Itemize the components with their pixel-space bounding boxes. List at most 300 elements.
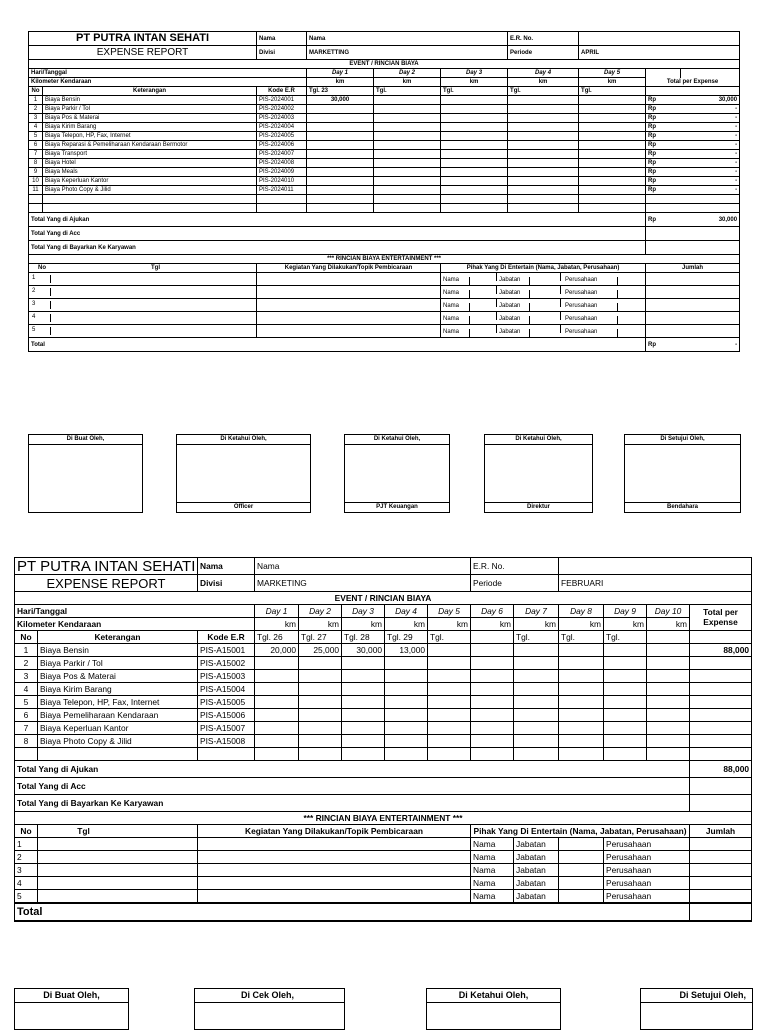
nama-label: Nama <box>257 32 307 46</box>
item-day-cell <box>374 177 441 186</box>
day-4: Day 4 <box>508 69 579 78</box>
day-2: Day 2 <box>374 69 441 78</box>
item-day-value <box>299 657 342 670</box>
divisi-value: MARKETING <box>255 575 471 592</box>
item-day-cell <box>441 159 508 168</box>
sign-box-ketahui-direktur <box>484 434 593 513</box>
expense-report-2 <box>14 557 751 922</box>
day-4: Day 4 <box>385 605 428 618</box>
item-keterangan: Biaya Keperluan Kantor <box>43 177 257 186</box>
sign-head: Di Setujui Oleh, <box>625 435 740 445</box>
item-kode: PIS-2024009 <box>257 168 307 177</box>
tgl-9: Tgl. <box>604 631 647 644</box>
item-day-cell <box>441 186 508 195</box>
item-day-value <box>255 722 299 735</box>
item-no: 4 <box>29 123 43 132</box>
km-1: km <box>307 78 374 87</box>
ent-no-tgl-cell <box>29 286 257 299</box>
item-total: - <box>681 168 740 177</box>
item-no: 5 <box>15 696 38 709</box>
item-no: 10 <box>29 177 43 186</box>
item-day-value <box>559 722 604 735</box>
total-ajukan-rp: Rp <box>646 213 681 227</box>
sign-head: Di Buat Oleh, <box>29 435 142 445</box>
day-5: Day 5 <box>428 605 471 618</box>
item-day-value <box>342 722 385 735</box>
ent-no: 4 <box>15 877 38 890</box>
item-total: - <box>681 150 740 159</box>
item-kode: PIS-2024001 <box>257 96 307 105</box>
ent-pihak-cell <box>441 312 646 325</box>
item-keterangan: Biaya Pos & Materai <box>43 114 257 123</box>
tgl-2: Tgl. 27 <box>299 631 342 644</box>
item-day-cell <box>374 141 441 150</box>
ent-jabatan-value <box>559 890 604 904</box>
company-name: PT PUTRA INTAN SEHATI <box>29 32 257 46</box>
item-day-cell <box>441 105 508 114</box>
item-day-cell <box>579 177 646 186</box>
total-ajukan-value: 88,000 <box>690 761 752 778</box>
sign2-head: Di Ketahui Oleh, <box>427 989 560 1003</box>
item-day-cell <box>508 123 579 132</box>
table-row <box>29 114 740 123</box>
item-no: 7 <box>29 150 43 159</box>
item-day-value <box>471 709 514 722</box>
ent-row <box>15 890 752 904</box>
day-7: Day 7 <box>514 605 559 618</box>
total-ajukan-label: Total Yang di Ajukan <box>29 213 646 227</box>
item-day-value <box>299 696 342 709</box>
item-day-value: 20,000 <box>255 644 299 657</box>
item-day-value <box>428 683 471 696</box>
item-day-value <box>647 709 690 722</box>
ent-pihak-cell <box>441 273 646 286</box>
er-label: E.R. No. <box>471 558 514 575</box>
ent-perusahaan: Perusahaan <box>561 329 618 337</box>
expense-report-1 <box>28 31 739 352</box>
ent-row <box>15 864 752 877</box>
item-rp: Rp <box>646 141 681 150</box>
item-keterangan: Biaya Reparasi & Pemeliharaan Kendaraan Bermotor <box>43 141 257 150</box>
table-row <box>29 123 740 132</box>
item-day-value <box>342 709 385 722</box>
km-8: km <box>559 618 604 631</box>
day-6: Day 6 <box>471 605 514 618</box>
item-day-cell <box>579 123 646 132</box>
table-row <box>15 683 752 696</box>
table-row <box>29 150 740 159</box>
event-title: EVENT / RINCIAN BIAYA <box>29 60 740 69</box>
table-row <box>15 735 752 748</box>
day-8: Day 8 <box>559 605 604 618</box>
ent-col-jumlah: Jumlah <box>690 825 752 838</box>
ent-tgl-cell <box>38 864 198 877</box>
ent-col-tgl: Tgl <box>38 825 198 838</box>
ent-tgl-cell <box>38 838 198 851</box>
periode-label: Periode <box>471 575 514 592</box>
km-2: km <box>374 78 441 87</box>
km-2: km <box>299 618 342 631</box>
sign-head: Di Ketahui Oleh, <box>485 435 592 445</box>
item-no: 4 <box>15 683 38 696</box>
item-day-cell <box>374 186 441 195</box>
item-day-value <box>559 735 604 748</box>
item-day-cell <box>579 96 646 105</box>
sign-foot: PJT Keuangan <box>345 502 449 512</box>
hari-label: Hari/Tanggal <box>29 69 307 78</box>
item-day-cell <box>508 132 579 141</box>
item-day-cell <box>374 96 441 105</box>
item-kode: PIS-2024007 <box>257 150 307 159</box>
ent-perusahaan: Perusahaan <box>604 864 690 877</box>
ent-jabatan: Jabatan <box>514 864 559 877</box>
item-keterangan: Biaya Photo Copy & Jilid <box>38 735 198 748</box>
item-day-cell <box>374 114 441 123</box>
ent-pihak-cell <box>441 286 646 299</box>
item-day-value <box>604 644 647 657</box>
ent-pihak-cell <box>441 299 646 312</box>
item-total <box>690 670 752 683</box>
item-day-value <box>255 735 299 748</box>
item-day-cell <box>508 177 579 186</box>
ent-kegiatan-cell <box>198 851 471 864</box>
item-rp: Rp <box>646 114 681 123</box>
item-day-cell <box>508 186 579 195</box>
item-day-cell <box>508 141 579 150</box>
item-day-value <box>385 735 428 748</box>
km-9: km <box>604 618 647 631</box>
nama-value: Nama <box>255 558 471 575</box>
item-keterangan: Biaya Parkir / Tol <box>38 657 198 670</box>
item-day-value <box>428 722 471 735</box>
total-bayar-label: Total Yang di Bayarkan Ke Karyawan <box>29 241 646 255</box>
ent-jabatan: Jabatan <box>514 838 559 851</box>
item-day-cell <box>441 177 508 186</box>
ent-kegiatan-cell <box>257 299 441 312</box>
ent-nama: Nama <box>471 877 514 890</box>
item-keterangan: Biaya Kirim Barang <box>38 683 198 696</box>
item-rp: Rp <box>646 159 681 168</box>
item-total: - <box>681 105 740 114</box>
ent-jumlah-cell <box>690 838 752 851</box>
item-total <box>690 657 752 670</box>
ent-nama: Nama <box>441 329 470 337</box>
sign2-head: Di Setujui Oleh, <box>641 989 752 1003</box>
item-total: - <box>681 159 740 168</box>
sign-box-setujui-bendahara <box>624 434 741 513</box>
ent-row <box>29 299 740 312</box>
ent-col-pihak: Pihak Yang Di Entertain (Nama, Jabatan, Perusahaan) <box>441 264 646 273</box>
item-day-value <box>255 657 299 670</box>
tgl-2: Tgl. <box>374 87 441 96</box>
item-day-value <box>385 696 428 709</box>
item-day1-value <box>307 105 374 114</box>
ent-perusahaan: Perusahaan <box>561 316 618 324</box>
ent-no: 2 <box>15 851 38 864</box>
item-day-value: 30,000 <box>342 644 385 657</box>
ent-jabatan: Jabatan <box>497 316 530 324</box>
item-day-cell <box>508 159 579 168</box>
item-kode: PIS-2024008 <box>257 159 307 168</box>
item-day-value <box>604 670 647 683</box>
ent-perusahaan: Perusahaan <box>561 277 618 285</box>
item-day-value: 25,000 <box>299 644 342 657</box>
item-day-value <box>255 696 299 709</box>
col-kode: Kode E.R <box>257 87 307 96</box>
ent-perusahaan: Perusahaan <box>561 303 618 311</box>
item-rp: Rp <box>646 168 681 177</box>
item-day-value <box>514 696 559 709</box>
item-day-value <box>604 696 647 709</box>
km-4: km <box>508 78 579 87</box>
item-rp: Rp <box>646 150 681 159</box>
item-day-cell <box>508 114 579 123</box>
ent-jumlah-cell <box>646 325 740 338</box>
table-row <box>29 186 740 195</box>
item-day-value <box>604 735 647 748</box>
item-day-value <box>604 657 647 670</box>
ent-jabatan: Jabatan <box>514 877 559 890</box>
total-acc-label: Total Yang di Acc <box>29 227 646 241</box>
ent-nama: Nama <box>441 316 470 324</box>
item-no: 6 <box>29 141 43 150</box>
ent-jabatan-value <box>559 838 604 851</box>
ent-jabatan-value <box>559 851 604 864</box>
ent-kegiatan-cell <box>257 273 441 286</box>
item-day-value <box>471 644 514 657</box>
ent-col-no: No <box>15 825 38 838</box>
report1-table <box>28 31 740 352</box>
item-kode: PIS-2024010 <box>257 177 307 186</box>
item-day-cell <box>374 150 441 159</box>
ent-total-rp: Rp <box>646 338 681 352</box>
ent-no-tgl-cell <box>29 325 257 338</box>
ent-no: 3 <box>15 864 38 877</box>
item-day-cell <box>508 105 579 114</box>
item-day1-value: 30,000 <box>307 96 374 105</box>
ent-col-kegiatan: Kegiatan Yang Dilakukan/Topik Pembicaraan <box>198 825 471 838</box>
ent-col-pihak: Pihak Yang Di Entertain (Nama, Jabatan, Perusahaan) <box>471 825 690 838</box>
ent-nama: Nama <box>471 838 514 851</box>
ent-no: 2 <box>29 288 51 296</box>
item-day1-value <box>307 132 374 141</box>
item-day-value <box>342 657 385 670</box>
ent-kegiatan-cell <box>257 312 441 325</box>
total-bayar-label: Total Yang di Bayarkan Ke Karyawan <box>15 795 690 812</box>
item-no: 8 <box>15 735 38 748</box>
item-day-value <box>428 657 471 670</box>
col-no: No <box>29 87 43 96</box>
er-value <box>559 558 752 575</box>
item-keterangan: Biaya Bensin <box>38 644 198 657</box>
item-total: - <box>681 132 740 141</box>
item-day-cell <box>579 105 646 114</box>
item-total: 30,000 <box>681 96 740 105</box>
item-day-cell <box>374 168 441 177</box>
item-no: 2 <box>15 657 38 670</box>
item-day-cell <box>579 150 646 159</box>
ent-col-no: No <box>38 265 46 271</box>
item-day-cell <box>374 105 441 114</box>
ent-kegiatan-cell <box>198 890 471 904</box>
day-5: Day 5 <box>579 69 646 78</box>
day-1: Day 1 <box>307 69 374 78</box>
er-value <box>579 32 740 46</box>
item-day-value <box>471 722 514 735</box>
item-day-value <box>299 670 342 683</box>
item-day-value <box>647 722 690 735</box>
item-day-value <box>559 683 604 696</box>
item-kode: PIS-2024003 <box>257 114 307 123</box>
day-3: Day 3 <box>441 69 508 78</box>
ent-nama: Nama <box>471 890 514 904</box>
tgl-7: Tgl. <box>514 631 559 644</box>
item-keterangan: Biaya Hotel <box>43 159 257 168</box>
item-day1-value <box>307 114 374 123</box>
km-3: km <box>342 618 385 631</box>
sign-box-ketahui-pjt <box>344 434 450 513</box>
item-rp: Rp <box>646 105 681 114</box>
ent-pihak-cell <box>441 325 646 338</box>
ent-jumlah-cell <box>690 851 752 864</box>
day-1: Day 1 <box>255 605 299 618</box>
ent-row <box>15 851 752 864</box>
sign-head: Di Ketahui Oleh, <box>345 435 449 445</box>
item-day-value <box>559 657 604 670</box>
item-day-cell <box>374 123 441 132</box>
item-rp: Rp <box>646 96 681 105</box>
col-no: No <box>15 631 38 644</box>
item-day1-value <box>307 123 374 132</box>
km-label: Kilometer Kendaraan <box>29 78 307 87</box>
day-10: Day 10 <box>647 605 690 618</box>
item-day-value <box>342 735 385 748</box>
item-no: 9 <box>29 168 43 177</box>
total-per-expense-header: Total per Expense <box>646 78 740 87</box>
ent-jabatan: Jabatan <box>514 890 559 904</box>
item-day-cell <box>579 168 646 177</box>
table-row <box>15 696 752 709</box>
ent-jabatan: Jabatan <box>497 277 530 285</box>
ent-total-value: - <box>681 338 740 352</box>
tgl-6 <box>471 631 514 644</box>
table-row <box>29 159 740 168</box>
item-day-value <box>471 696 514 709</box>
item-keterangan: Biaya Keperluan Kantor <box>38 722 198 735</box>
day-2: Day 2 <box>299 605 342 618</box>
ent-perusahaan: Perusahaan <box>604 877 690 890</box>
item-no: 1 <box>15 644 38 657</box>
periode-label: Periode <box>508 46 579 60</box>
item-no: 6 <box>15 709 38 722</box>
item-day-value <box>428 670 471 683</box>
item-keterangan: Biaya Photo Copy & Jilid <box>43 186 257 195</box>
item-total <box>690 683 752 696</box>
ent-perusahaan: Perusahaan <box>604 851 690 864</box>
km-3: km <box>441 78 508 87</box>
item-day-value <box>514 735 559 748</box>
item-day-value <box>604 709 647 722</box>
item-keterangan: Biaya Transport <box>43 150 257 159</box>
item-day-cell <box>441 132 508 141</box>
item-day-value <box>342 670 385 683</box>
ent-jumlah-cell <box>690 877 752 890</box>
item-day-value <box>647 683 690 696</box>
ent-jabatan: Jabatan <box>497 329 530 337</box>
ent-perusahaan: Perusahaan <box>561 290 618 298</box>
sign-foot: Direktur <box>485 502 592 512</box>
table-row <box>15 709 752 722</box>
table-row <box>15 722 752 735</box>
day-3: Day 3 <box>342 605 385 618</box>
item-day-value <box>428 709 471 722</box>
item-day-value <box>647 696 690 709</box>
item-kode: PIS-A15001 <box>198 644 255 657</box>
nama-label: Nama <box>198 558 255 575</box>
tgl-5: Tgl. <box>428 631 471 644</box>
item-no: 8 <box>29 159 43 168</box>
table-row <box>15 644 752 657</box>
divisi-label: Divisi <box>198 575 255 592</box>
item-total: - <box>681 186 740 195</box>
item-keterangan: Biaya Meals <box>43 168 257 177</box>
ent-row <box>29 273 740 286</box>
item-day-value <box>514 722 559 735</box>
item-day1-value <box>307 159 374 168</box>
item-day-value <box>647 657 690 670</box>
er-label: E.R. No. <box>508 32 579 46</box>
item-day-value <box>385 722 428 735</box>
ent-row <box>15 838 752 851</box>
item-kode: PIS-A15005 <box>198 696 255 709</box>
ent-tgl-cell <box>38 851 198 864</box>
item-keterangan: Biaya Telepon, HP, Fax, Internet <box>38 696 198 709</box>
hari-label: Hari/Tanggal <box>15 605 255 618</box>
entertainment-title: *** RINCIAN BIAYA ENTERTAINMENT *** <box>15 812 752 825</box>
table-row <box>29 132 740 141</box>
km-6: km <box>471 618 514 631</box>
item-no: 7 <box>15 722 38 735</box>
item-day1-value <box>307 186 374 195</box>
item-rp: Rp <box>646 123 681 132</box>
item-keterangan: Biaya Telepon, HP, Fax, Internet <box>43 132 257 141</box>
day-9: Day 9 <box>604 605 647 618</box>
item-keterangan: Biaya Pos & Materai <box>38 670 198 683</box>
ent-col-kegiatan: Kegiatan Yang Dilakukan/Topik Pembicaraan <box>257 264 441 273</box>
tgl-3: Tgl. 28 <box>342 631 385 644</box>
item-no: 2 <box>29 105 43 114</box>
ent-jumlah-cell <box>646 312 740 325</box>
ent-no-tgl-cell <box>29 273 257 286</box>
ent-nama: Nama <box>471 864 514 877</box>
ent-nama: Nama <box>441 277 470 285</box>
item-kode: PIS-A15003 <box>198 670 255 683</box>
item-day-value <box>514 644 559 657</box>
item-day-cell <box>579 186 646 195</box>
item-day-value <box>471 735 514 748</box>
col-keterangan: Keterangan <box>43 87 257 96</box>
ent-jabatan-value <box>559 864 604 877</box>
divisi-label: Divisi <box>257 46 307 60</box>
ent-nama: Nama <box>441 290 470 298</box>
item-day-cell <box>508 150 579 159</box>
item-keterangan: Biaya Parkir / Tol <box>43 105 257 114</box>
ent-jumlah-cell <box>646 273 740 286</box>
item-day-value <box>471 683 514 696</box>
item-day-value <box>342 683 385 696</box>
tgl-1: Tgl. 26 <box>255 631 299 644</box>
item-total: - <box>681 177 740 186</box>
